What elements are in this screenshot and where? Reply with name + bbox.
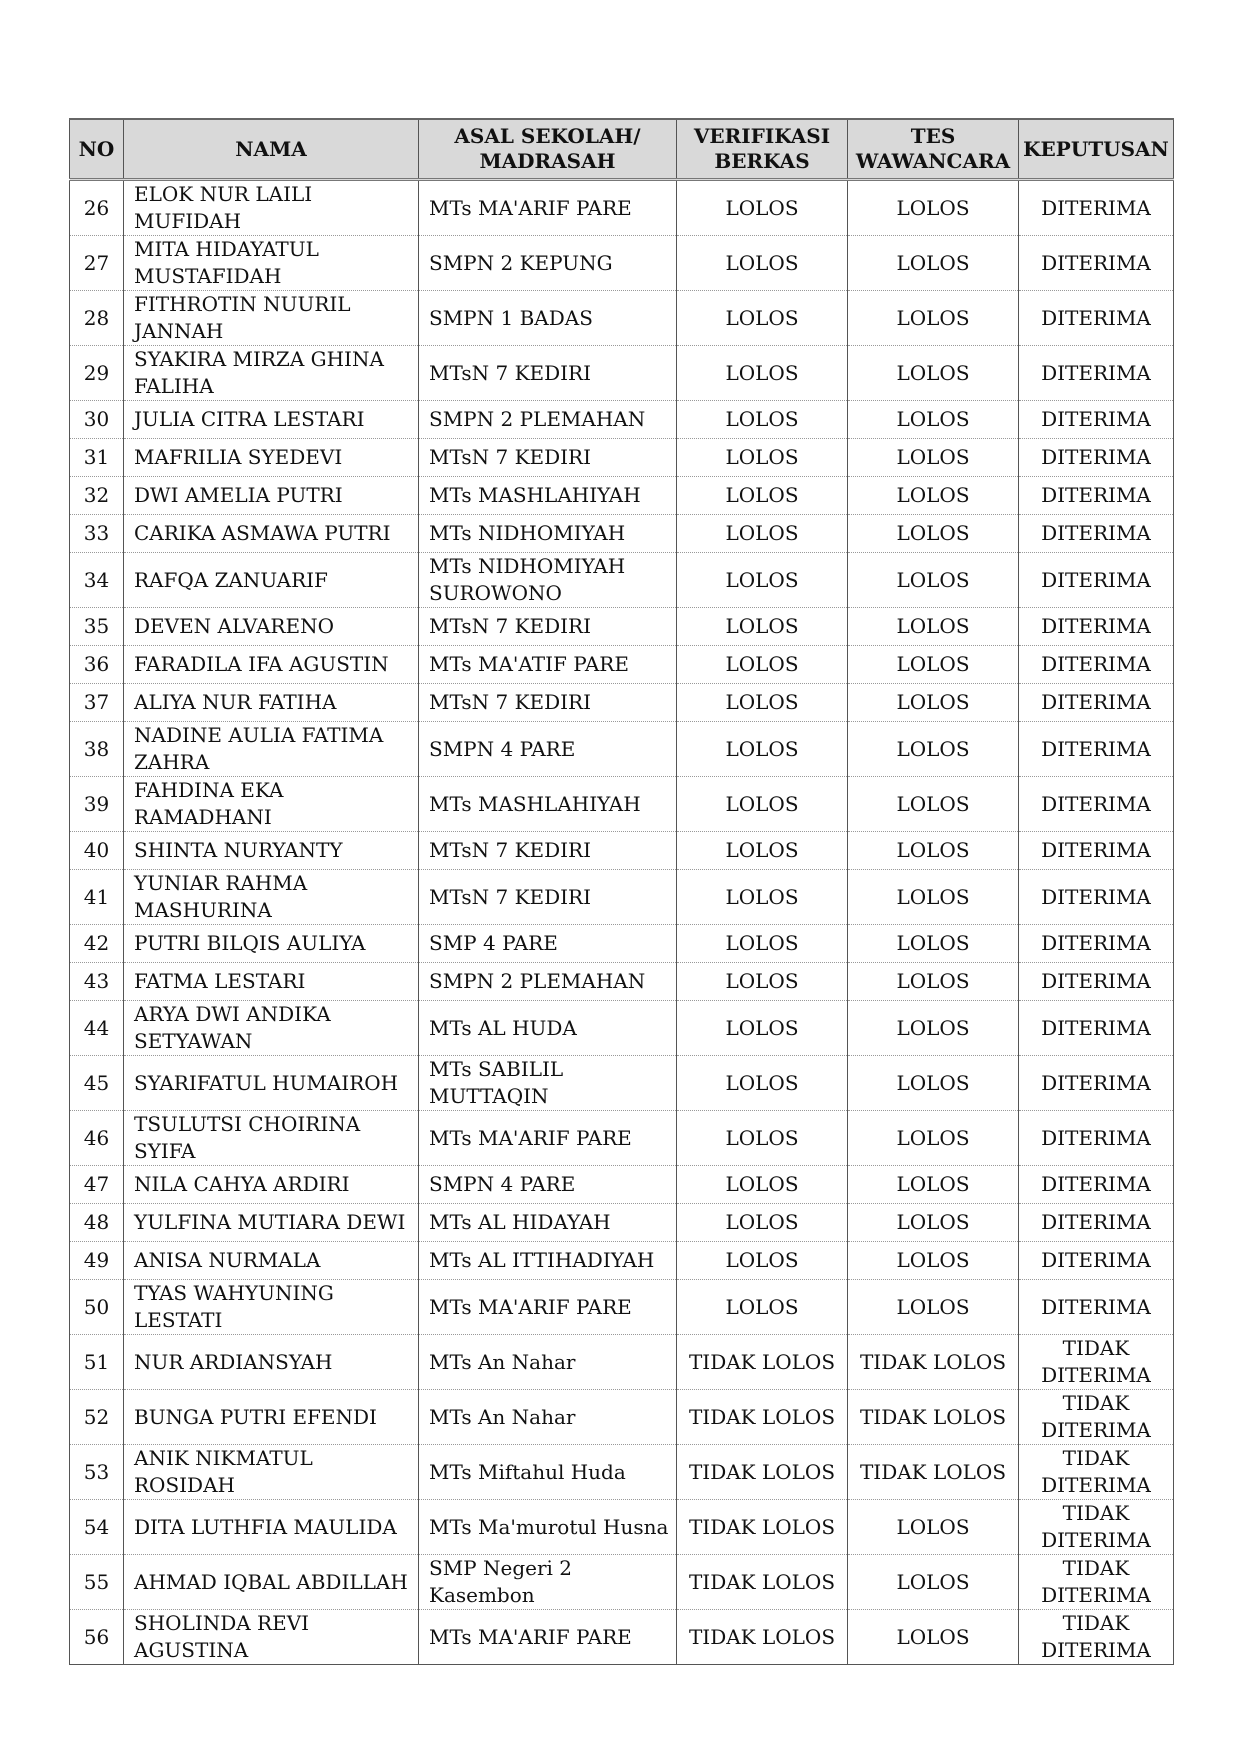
cell-asal-sekolah: MTs Ma'murotul Husna: [419, 1500, 677, 1555]
cell-verifikasi-berkas: LOLOS: [677, 553, 848, 608]
cell-tes-wawancara: LOLOS: [848, 1056, 1019, 1111]
cell-no: 28: [70, 291, 124, 346]
cell-nama: SHINTA NURYANTY: [124, 832, 419, 870]
cell-tes-wawancara: LOLOS: [848, 777, 1019, 832]
cell-asal-sekolah: MTsN 7 KEDIRI: [419, 608, 677, 646]
results-sheet: [69, 118, 1173, 1665]
cell-no: 26: [70, 180, 124, 236]
cell-nama: NADINE AULIA FATIMA ZAHRA: [124, 722, 419, 777]
cell-keputusan: DITERIMA: [1019, 684, 1174, 722]
cell-verifikasi-berkas: LOLOS: [677, 1166, 848, 1204]
cell-verifikasi-berkas: LOLOS: [677, 515, 848, 553]
cell-nama: FITHROTIN NUURIL JANNAH: [124, 291, 419, 346]
cell-verifikasi-berkas: LOLOS: [677, 346, 848, 401]
cell-no: 52: [70, 1390, 124, 1445]
cell-nama: DITA LUTHFIA MAULIDA: [124, 1500, 419, 1555]
cell-verifikasi-berkas: LOLOS: [677, 925, 848, 963]
cell-verifikasi-berkas: LOLOS: [677, 777, 848, 832]
table-header-row: [70, 119, 1174, 180]
cell-asal-sekolah: SMPN 4 PARE: [419, 722, 677, 777]
cell-keputusan: DITERIMA: [1019, 180, 1174, 236]
table-row: [70, 1204, 1174, 1242]
cell-nama: BUNGA PUTRI EFENDI: [124, 1390, 419, 1445]
cell-nama: AHMAD IQBAL ABDILLAH: [124, 1555, 419, 1610]
cell-keputusan: DITERIMA: [1019, 439, 1174, 477]
cell-verifikasi-berkas: LOLOS: [677, 832, 848, 870]
table-row: [70, 646, 1174, 684]
cell-verifikasi-berkas: LOLOS: [677, 722, 848, 777]
cell-nama: MAFRILIA SYEDEVI: [124, 439, 419, 477]
cell-asal-sekolah: MTs AL ITTIHADIYAH: [419, 1242, 677, 1280]
table-row: [70, 925, 1174, 963]
cell-no: 50: [70, 1280, 124, 1335]
table-row: [70, 1555, 1174, 1610]
cell-tes-wawancara: LOLOS: [848, 515, 1019, 553]
cell-verifikasi-berkas: LOLOS: [677, 291, 848, 346]
cell-nama: DEVEN ALVARENO: [124, 608, 419, 646]
header-keputusan: KEPUTUSAN: [1019, 119, 1174, 180]
cell-no: 38: [70, 722, 124, 777]
cell-no: 47: [70, 1166, 124, 1204]
cell-nama: NUR ARDIANSYAH: [124, 1335, 419, 1390]
table-row: [70, 1500, 1174, 1555]
cell-keputusan: DITERIMA: [1019, 608, 1174, 646]
cell-tes-wawancara: LOLOS: [848, 1001, 1019, 1056]
cell-keputusan: DITERIMA: [1019, 963, 1174, 1001]
cell-no: 37: [70, 684, 124, 722]
table-row: [70, 1335, 1174, 1390]
header-no: NO: [70, 119, 124, 180]
table-row: [70, 1610, 1174, 1665]
cell-no: 31: [70, 439, 124, 477]
cell-keputusan: DITERIMA: [1019, 1166, 1174, 1204]
cell-verifikasi-berkas: LOLOS: [677, 1001, 848, 1056]
cell-verifikasi-berkas: LOLOS: [677, 477, 848, 515]
cell-tes-wawancara: LOLOS: [848, 346, 1019, 401]
cell-tes-wawancara: LOLOS: [848, 1111, 1019, 1166]
cell-asal-sekolah: MTs AL HUDA: [419, 1001, 677, 1056]
cell-verifikasi-berkas: TIDAK LOLOS: [677, 1500, 848, 1555]
cell-no: 41: [70, 870, 124, 925]
cell-no: 35: [70, 608, 124, 646]
cell-tes-wawancara: LOLOS: [848, 236, 1019, 291]
table-row: [70, 1001, 1174, 1056]
cell-no: 43: [70, 963, 124, 1001]
cell-tes-wawancara: LOLOS: [848, 722, 1019, 777]
cell-asal-sekolah: MTs SABILIL MUTTAQIN: [419, 1056, 677, 1111]
table-row: [70, 1056, 1174, 1111]
cell-asal-sekolah: SMPN 2 PLEMAHAN: [419, 963, 677, 1001]
cell-no: 39: [70, 777, 124, 832]
header-asal-sekolah: ASAL SEKOLAH/ MADRASAH: [419, 119, 677, 180]
cell-nama: ANIK NIKMATUL ROSIDAH: [124, 1445, 419, 1500]
cell-nama: SYAKIRA MIRZA GHINA FALIHA: [124, 346, 419, 401]
table-row: [70, 553, 1174, 608]
cell-asal-sekolah: MTs MASHLAHIYAH: [419, 477, 677, 515]
cell-no: 40: [70, 832, 124, 870]
header-nama: NAMA: [124, 119, 419, 180]
cell-asal-sekolah: MTs MA'ARIF PARE: [419, 1280, 677, 1335]
cell-verifikasi-berkas: LOLOS: [677, 1056, 848, 1111]
cell-verifikasi-berkas: TIDAK LOLOS: [677, 1335, 848, 1390]
cell-asal-sekolah: MTsN 7 KEDIRI: [419, 870, 677, 925]
cell-nama: ALIYA NUR FATIHA: [124, 684, 419, 722]
cell-asal-sekolah: MTs NIDHOMIYAH SUROWONO: [419, 553, 677, 608]
cell-nama: SYARIFATUL HUMAIROH: [124, 1056, 419, 1111]
header-tes-wawancara: TES WAWANCARA: [848, 119, 1019, 180]
cell-tes-wawancara: LOLOS: [848, 401, 1019, 439]
cell-keputusan: DITERIMA: [1019, 477, 1174, 515]
cell-asal-sekolah: MTs MA'ARIF PARE: [419, 1610, 677, 1665]
cell-asal-sekolah: SMPN 4 PARE: [419, 1166, 677, 1204]
cell-tes-wawancara: LOLOS: [848, 291, 1019, 346]
cell-keputusan: TIDAK DITERIMA: [1019, 1610, 1174, 1665]
cell-keputusan: DITERIMA: [1019, 1001, 1174, 1056]
table-row: [70, 346, 1174, 401]
cell-no: 55: [70, 1555, 124, 1610]
cell-nama: PUTRI BILQIS AULIYA: [124, 925, 419, 963]
cell-verifikasi-berkas: TIDAK LOLOS: [677, 1610, 848, 1665]
cell-verifikasi-berkas: LOLOS: [677, 684, 848, 722]
cell-nama: YULFINA MUTIARA DEWI: [124, 1204, 419, 1242]
cell-asal-sekolah: MTs MA'ARIF PARE: [419, 1111, 677, 1166]
cell-keputusan: DITERIMA: [1019, 553, 1174, 608]
cell-no: 29: [70, 346, 124, 401]
cell-asal-sekolah: MTs NIDHOMIYAH: [419, 515, 677, 553]
cell-tes-wawancara: LOLOS: [848, 553, 1019, 608]
table-row: [70, 477, 1174, 515]
selection-results-table: [69, 118, 1174, 1665]
cell-nama: CARIKA ASMAWA PUTRI: [124, 515, 419, 553]
cell-nama: ARYA DWI ANDIKA SETYAWAN: [124, 1001, 419, 1056]
cell-tes-wawancara: LOLOS: [848, 1610, 1019, 1665]
cell-tes-wawancara: TIDAK LOLOS: [848, 1335, 1019, 1390]
cell-keputusan: DITERIMA: [1019, 1242, 1174, 1280]
cell-nama: NILA CAHYA ARDIRI: [124, 1166, 419, 1204]
cell-nama: ELOK NUR LAILI MUFIDAH: [124, 180, 419, 236]
cell-no: 33: [70, 515, 124, 553]
cell-asal-sekolah: MTs MA'ATIF PARE: [419, 646, 677, 684]
cell-nama: FAHDINA EKA RAMADHANI: [124, 777, 419, 832]
cell-no: 30: [70, 401, 124, 439]
cell-no: 44: [70, 1001, 124, 1056]
cell-keputusan: DITERIMA: [1019, 832, 1174, 870]
table-row: [70, 832, 1174, 870]
cell-nama: FARADILA IFA AGUSTIN: [124, 646, 419, 684]
cell-tes-wawancara: LOLOS: [848, 1280, 1019, 1335]
table-row: [70, 180, 1174, 236]
cell-nama: ANISA NURMALA: [124, 1242, 419, 1280]
cell-no: 46: [70, 1111, 124, 1166]
cell-tes-wawancara: LOLOS: [848, 1555, 1019, 1610]
cell-asal-sekolah: MTsN 7 KEDIRI: [419, 346, 677, 401]
cell-tes-wawancara: LOLOS: [848, 1500, 1019, 1555]
cell-no: 36: [70, 646, 124, 684]
cell-asal-sekolah: MTs An Nahar: [419, 1335, 677, 1390]
cell-no: 48: [70, 1204, 124, 1242]
cell-no: 32: [70, 477, 124, 515]
cell-nama: FATMA LESTARI: [124, 963, 419, 1001]
table-row: [70, 439, 1174, 477]
table-row: [70, 1242, 1174, 1280]
table-row: [70, 291, 1174, 346]
cell-tes-wawancara: LOLOS: [848, 1242, 1019, 1280]
cell-keputusan: DITERIMA: [1019, 1111, 1174, 1166]
cell-no: 42: [70, 925, 124, 963]
table-row: [70, 515, 1174, 553]
cell-tes-wawancara: LOLOS: [848, 832, 1019, 870]
table-row: [70, 1166, 1174, 1204]
cell-keputusan: DITERIMA: [1019, 925, 1174, 963]
cell-verifikasi-berkas: TIDAK LOLOS: [677, 1390, 848, 1445]
cell-keputusan: DITERIMA: [1019, 722, 1174, 777]
cell-verifikasi-berkas: LOLOS: [677, 608, 848, 646]
cell-asal-sekolah: SMP 4 PARE: [419, 925, 677, 963]
cell-keputusan: DITERIMA: [1019, 646, 1174, 684]
cell-verifikasi-berkas: LOLOS: [677, 180, 848, 236]
cell-tes-wawancara: LOLOS: [848, 180, 1019, 236]
cell-verifikasi-berkas: LOLOS: [677, 236, 848, 291]
cell-asal-sekolah: MTs An Nahar: [419, 1390, 677, 1445]
cell-verifikasi-berkas: LOLOS: [677, 870, 848, 925]
cell-asal-sekolah: SMP Negeri 2 Kasembon: [419, 1555, 677, 1610]
cell-keputusan: TIDAK DITERIMA: [1019, 1445, 1174, 1500]
cell-nama: TYAS WAHYUNING LESTATI: [124, 1280, 419, 1335]
cell-keputusan: DITERIMA: [1019, 401, 1174, 439]
cell-keputusan: TIDAK DITERIMA: [1019, 1500, 1174, 1555]
cell-no: 45: [70, 1056, 124, 1111]
cell-tes-wawancara: TIDAK LOLOS: [848, 1390, 1019, 1445]
cell-asal-sekolah: MTs Miftahul Huda: [419, 1445, 677, 1500]
cell-tes-wawancara: LOLOS: [848, 870, 1019, 925]
cell-asal-sekolah: MTs MASHLAHIYAH: [419, 777, 677, 832]
table-row: [70, 1111, 1174, 1166]
cell-asal-sekolah: MTs MA'ARIF PARE: [419, 180, 677, 236]
cell-asal-sekolah: MTsN 7 KEDIRI: [419, 684, 677, 722]
cell-verifikasi-berkas: LOLOS: [677, 1242, 848, 1280]
cell-asal-sekolah: MTs AL HIDAYAH: [419, 1204, 677, 1242]
cell-keputusan: TIDAK DITERIMA: [1019, 1335, 1174, 1390]
cell-tes-wawancara: LOLOS: [848, 1166, 1019, 1204]
cell-verifikasi-berkas: LOLOS: [677, 1280, 848, 1335]
cell-no: 34: [70, 553, 124, 608]
cell-verifikasi-berkas: TIDAK LOLOS: [677, 1555, 848, 1610]
cell-keputusan: DITERIMA: [1019, 1280, 1174, 1335]
cell-asal-sekolah: SMPN 2 PLEMAHAN: [419, 401, 677, 439]
cell-nama: RAFQA ZANUARIF: [124, 553, 419, 608]
cell-tes-wawancara: TIDAK LOLOS: [848, 1445, 1019, 1500]
cell-verifikasi-berkas: LOLOS: [677, 439, 848, 477]
cell-verifikasi-berkas: LOLOS: [677, 1204, 848, 1242]
cell-keputusan: DITERIMA: [1019, 291, 1174, 346]
table-row: [70, 608, 1174, 646]
table-row: [70, 963, 1174, 1001]
cell-no: 49: [70, 1242, 124, 1280]
cell-asal-sekolah: MTsN 7 KEDIRI: [419, 439, 677, 477]
table-row: [70, 870, 1174, 925]
table-row: [70, 236, 1174, 291]
cell-keputusan: DITERIMA: [1019, 236, 1174, 291]
cell-tes-wawancara: LOLOS: [848, 608, 1019, 646]
cell-nama: DWI AMELIA PUTRI: [124, 477, 419, 515]
table-row: [70, 1445, 1174, 1500]
table-row: [70, 777, 1174, 832]
table-row: [70, 722, 1174, 777]
cell-nama: MITA HIDAYATUL MUSTAFIDAH: [124, 236, 419, 291]
cell-keputusan: DITERIMA: [1019, 1056, 1174, 1111]
cell-verifikasi-berkas: LOLOS: [677, 963, 848, 1001]
cell-tes-wawancara: LOLOS: [848, 1204, 1019, 1242]
cell-keputusan: TIDAK DITERIMA: [1019, 1555, 1174, 1610]
cell-tes-wawancara: LOLOS: [848, 439, 1019, 477]
cell-no: 56: [70, 1610, 124, 1665]
cell-keputusan: DITERIMA: [1019, 1204, 1174, 1242]
cell-keputusan: TIDAK DITERIMA: [1019, 1390, 1174, 1445]
cell-verifikasi-berkas: LOLOS: [677, 401, 848, 439]
cell-tes-wawancara: LOLOS: [848, 963, 1019, 1001]
cell-no: 53: [70, 1445, 124, 1500]
cell-asal-sekolah: SMPN 2 KEPUNG: [419, 236, 677, 291]
table-row: [70, 684, 1174, 722]
cell-asal-sekolah: MTsN 7 KEDIRI: [419, 832, 677, 870]
cell-no: 51: [70, 1335, 124, 1390]
cell-tes-wawancara: LOLOS: [848, 646, 1019, 684]
cell-keputusan: DITERIMA: [1019, 870, 1174, 925]
cell-verifikasi-berkas: LOLOS: [677, 646, 848, 684]
table-row: [70, 401, 1174, 439]
table-row: [70, 1280, 1174, 1335]
cell-keputusan: DITERIMA: [1019, 515, 1174, 553]
cell-no: 27: [70, 236, 124, 291]
cell-tes-wawancara: LOLOS: [848, 925, 1019, 963]
cell-no: 54: [70, 1500, 124, 1555]
cell-verifikasi-berkas: LOLOS: [677, 1111, 848, 1166]
cell-nama: SHOLINDA REVI AGUSTINA: [124, 1610, 419, 1665]
cell-tes-wawancara: LOLOS: [848, 684, 1019, 722]
cell-verifikasi-berkas: TIDAK LOLOS: [677, 1445, 848, 1500]
cell-asal-sekolah: SMPN 1 BADAS: [419, 291, 677, 346]
cell-keputusan: DITERIMA: [1019, 777, 1174, 832]
header-verifikasi-berkas: VERIFIKASI BERKAS: [677, 119, 848, 180]
cell-nama: YUNIAR RAHMA MASHURINA: [124, 870, 419, 925]
cell-nama: JULIA CITRA LESTARI: [124, 401, 419, 439]
cell-tes-wawancara: LOLOS: [848, 477, 1019, 515]
table-row: [70, 1390, 1174, 1445]
cell-keputusan: DITERIMA: [1019, 346, 1174, 401]
cell-nama: TSULUTSI CHOIRINA SYIFA: [124, 1111, 419, 1166]
